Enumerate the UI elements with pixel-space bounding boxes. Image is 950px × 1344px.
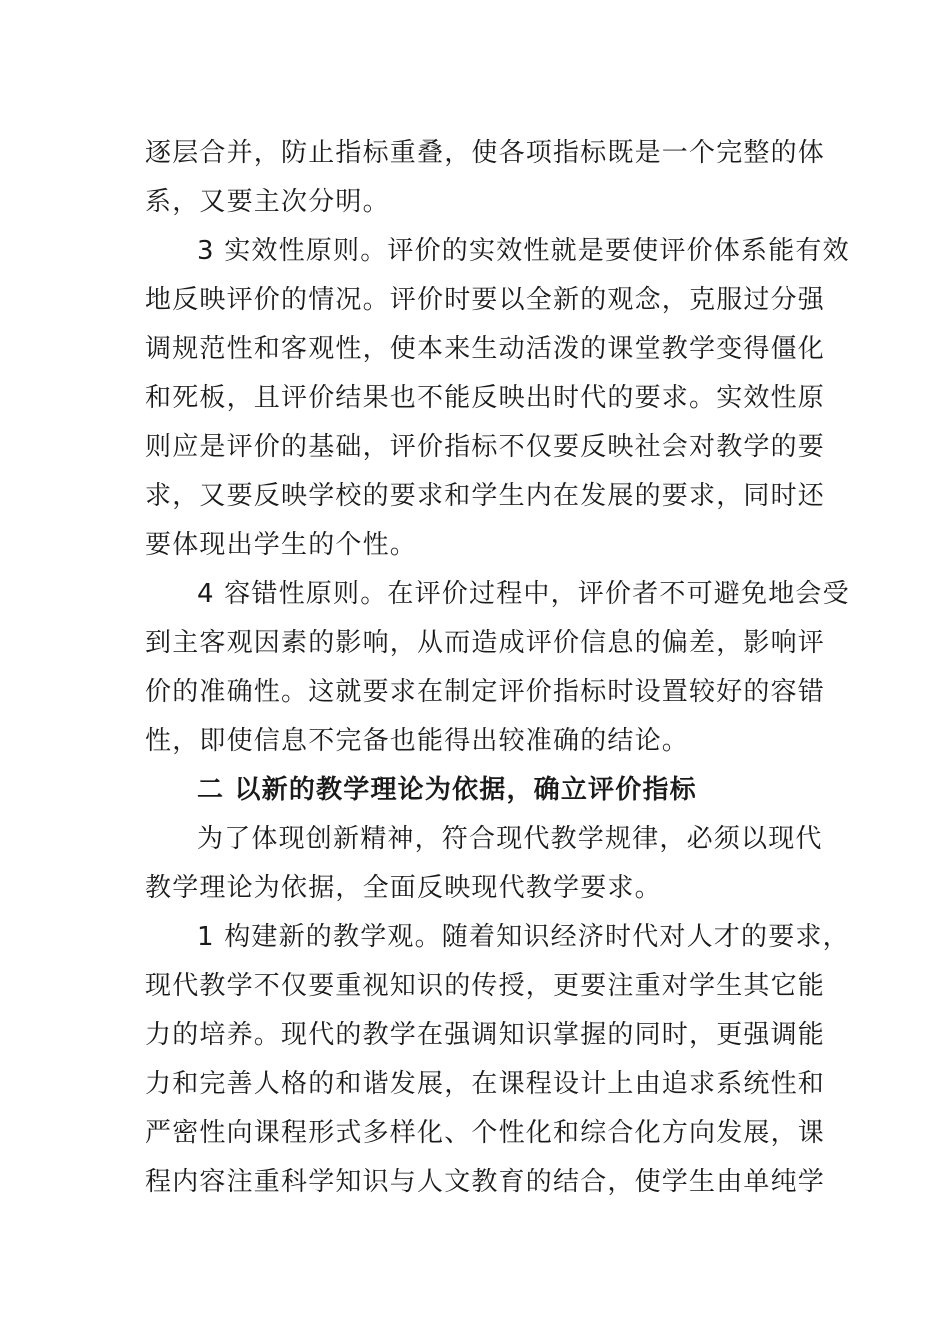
text-line: 教学理论为依据，全面反映现代教学要求。 xyxy=(145,873,662,903)
document-body xyxy=(145,129,850,1207)
text-line: 1 构建新的教学观。随着知识经济时代对人才的要求， xyxy=(197,922,850,952)
text-line: 系，又要主次分明。 xyxy=(145,187,390,217)
text-line: 程内容注重科学知识与人文教育的结合，使学生由单纯学 xyxy=(145,1167,826,1197)
section-heading: 二 以新的教学理论为依据，确立评价指标 xyxy=(197,775,697,805)
text-line: 求，又要反映学校的要求和学生内在发展的要求，同时还 xyxy=(145,481,826,511)
text-line: 现代教学不仅要重视知识的传授，更要注重对学生其它能 xyxy=(145,971,826,1001)
text-line: 力的培养。现代的教学在强调知识掌握的同时，更强调能 xyxy=(145,1020,826,1050)
text-line: 调规范性和客观性，使本来生动活泼的课堂教学变得僵化 xyxy=(145,334,826,364)
text-line: 3 实效性原则。评价的实效性就是要使评价体系能有效 xyxy=(197,236,850,266)
text-line: 力和完善人格的和谐发展，在课程设计上由追求系统性和 xyxy=(145,1069,826,1099)
text-line: 为了体现创新精神，符合现代教学规律，必须以现代 xyxy=(197,824,823,854)
text-line: 4 容错性原则。在评价过程中，评价者不可避免地会受 xyxy=(197,579,850,609)
text-line: 和死板，且评价结果也不能反映出时代的要求。实效性原 xyxy=(145,383,826,413)
text-line: 要体现出学生的个性。 xyxy=(145,530,418,560)
text-line: 性，即使信息不完备也能得出较准确的结论。 xyxy=(145,726,690,756)
text-line: 到主客观因素的影响，从而造成评价信息的偏差，影响评 xyxy=(145,628,826,658)
text-line: 地反映评价的情况。评价时要以全新的观念，克服过分强 xyxy=(145,285,826,315)
text-line: 严密性向课程形式多样化、个性化和综合化方向发展，课 xyxy=(145,1118,826,1148)
text-line: 则应是评价的基础，评价指标不仅要反映社会对教学的要 xyxy=(145,432,826,462)
text-line: 逐层合并，防止指标重叠，使各项指标既是一个完整的体 xyxy=(145,138,826,168)
text-line: 价的准确性。这就要求在制定评价指标时设置较好的容错 xyxy=(145,677,826,707)
